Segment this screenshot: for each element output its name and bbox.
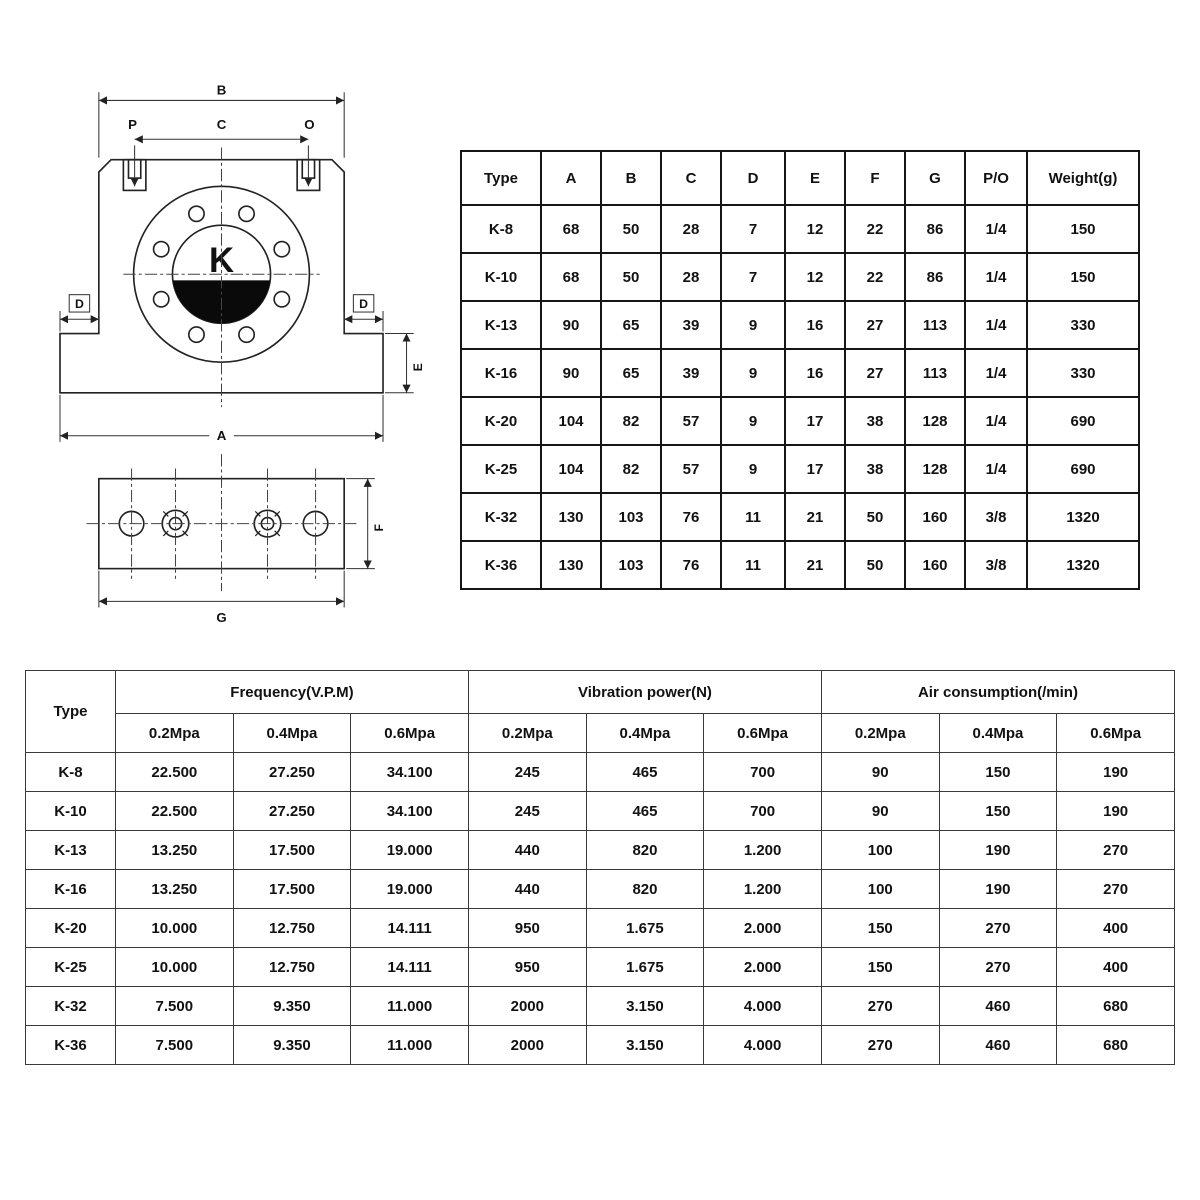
value-cell: 19.000 [351,870,469,909]
value-cell: 245 [468,753,586,792]
value-cell: 150 [939,792,1057,831]
value-cell: 90 [541,301,601,349]
value-cell: 150 [821,948,939,987]
performance-table-body [26,753,1175,1065]
col-header-g: G [905,151,965,205]
value-cell: 128 [905,445,965,493]
value-cell: 103 [601,493,661,541]
value-cell: 28 [661,205,721,253]
value-cell: 1.675 [586,948,704,987]
row-type-cell: K-10 [461,253,541,301]
value-cell: 76 [661,493,721,541]
group-header-frequency: Frequency(V.P.M) [116,671,469,714]
front-centerlines [123,147,319,407]
dim-D-left-label: D [74,296,84,311]
value-cell: 27 [845,349,905,397]
row-type-cell: K-20 [461,397,541,445]
table-row [26,870,1175,909]
value-cell: 2000 [468,1026,586,1065]
group-header-air-consumption: Air consumption(/min) [821,671,1174,714]
value-cell: 82 [601,397,661,445]
row-type-cell: K-8 [461,205,541,253]
sub-header-air-02: 0.2Mpa [821,714,939,753]
value-cell: 270 [939,948,1057,987]
value-cell: 190 [1057,792,1175,831]
value-cell: 1.200 [704,870,822,909]
dim-F-label: F [372,523,387,532]
sub-header-vib-06: 0.6Mpa [704,714,822,753]
value-cell: 10.000 [116,909,234,948]
value-cell: 460 [939,987,1057,1026]
sub-header-vib-02: 0.2Mpa [468,714,586,753]
value-cell: 82 [601,445,661,493]
value-cell: 9.350 [233,1026,351,1065]
sub-header-freq-02: 0.2Mpa [116,714,234,753]
value-cell: 17.500 [233,870,351,909]
value-cell: 11.000 [351,1026,469,1065]
dim-E [385,334,414,393]
value-cell: 3/8 [965,541,1027,589]
value-cell: 700 [704,753,822,792]
value-cell: 3.150 [586,1026,704,1065]
col-header-c: C [661,151,721,205]
value-cell: 190 [939,831,1057,870]
value-cell: 1/4 [965,301,1027,349]
side-centerlines [87,454,357,591]
dim-D-right-label: D [359,296,369,311]
value-cell: 150 [821,909,939,948]
value-cell: 50 [845,541,905,589]
value-cell: 330 [1027,301,1139,349]
dim-B-label: B [216,82,227,98]
value-cell: 27.250 [233,792,351,831]
value-cell: 17 [785,397,845,445]
value-cell: 21 [785,541,845,589]
table-row [26,909,1175,948]
value-cell: 9.350 [233,987,351,1026]
value-cell: 11 [721,541,785,589]
value-cell: 12 [785,205,845,253]
table-row [461,493,1139,541]
value-cell: 12 [785,253,845,301]
table-row [461,349,1139,397]
value-cell: 1.200 [704,831,822,870]
value-cell: 460 [939,1026,1057,1065]
value-cell: 12.750 [233,948,351,987]
value-cell: 1/4 [965,253,1027,301]
performance-sub-header-row [26,714,1175,753]
value-cell: 160 [905,493,965,541]
value-cell: 90 [821,792,939,831]
sub-header-freq-04: 0.4Mpa [233,714,351,753]
row-type-cell: K-25 [26,948,116,987]
value-cell: 76 [661,541,721,589]
hub-letter: K [208,242,235,281]
table-row [26,948,1175,987]
value-cell: 150 [1027,253,1139,301]
value-cell: 3/8 [965,493,1027,541]
row-type-cell: K-32 [26,987,116,1026]
col-header-a: A [541,151,601,205]
value-cell: 13.250 [116,870,234,909]
value-cell: 2000 [468,987,586,1026]
value-cell: 65 [601,301,661,349]
value-cell: 4.000 [704,1026,822,1065]
perf-col-header-type: Type [26,671,116,753]
value-cell: 190 [1057,753,1175,792]
value-cell: 7 [721,205,785,253]
value-cell: 34.100 [351,753,469,792]
value-cell: 950 [468,948,586,987]
value-cell: 400 [1057,909,1175,948]
value-cell: 38 [845,445,905,493]
value-cell: 1320 [1027,493,1139,541]
value-cell: 690 [1027,445,1139,493]
value-cell: 113 [905,301,965,349]
value-cell: 270 [1057,831,1175,870]
value-cell: 7.500 [116,1026,234,1065]
technical-drawing [28,80,460,637]
value-cell: 17.500 [233,831,351,870]
value-cell: 2.000 [704,948,822,987]
row-type-cell: K-36 [461,541,541,589]
value-cell: 270 [1057,870,1175,909]
value-cell: 68 [541,205,601,253]
value-cell: 86 [905,253,965,301]
value-cell: 22.500 [116,792,234,831]
value-cell: 50 [601,253,661,301]
table-row [461,205,1139,253]
table-row [461,445,1139,493]
value-cell: 130 [541,541,601,589]
value-cell: 150 [1027,205,1139,253]
value-cell: 11.000 [351,987,469,1026]
value-cell: 86 [905,205,965,253]
col-header-e: E [785,151,845,205]
value-cell: 400 [1057,948,1175,987]
value-cell: 245 [468,792,586,831]
col-header-d: D [721,151,785,205]
value-cell: 104 [541,397,601,445]
value-cell: 680 [1057,1026,1175,1065]
value-cell: 2.000 [704,909,822,948]
value-cell: 130 [541,493,601,541]
value-cell: 330 [1027,349,1139,397]
value-cell: 1/4 [965,205,1027,253]
row-type-cell: K-32 [461,493,541,541]
value-cell: 39 [661,349,721,397]
value-cell: 13.250 [116,831,234,870]
value-cell: 4.000 [704,987,822,1026]
value-cell: 128 [905,397,965,445]
value-cell: 820 [586,831,704,870]
dim-E-label: E [410,363,425,372]
value-cell: 160 [905,541,965,589]
table-row [461,541,1139,589]
value-cell: 28 [661,253,721,301]
value-cell: 19.000 [351,831,469,870]
row-type-cell: K-20 [26,909,116,948]
row-type-cell: K-13 [26,831,116,870]
col-header-f: F [845,151,905,205]
row-type-cell: K-10 [26,792,116,831]
value-cell: 11 [721,493,785,541]
row-type-cell: K-13 [461,301,541,349]
row-type-cell: K-16 [26,870,116,909]
value-cell: 113 [905,349,965,397]
value-cell: 440 [468,870,586,909]
performance-table [25,670,1175,1065]
table-row [26,1026,1175,1065]
dimensions-header-row [461,151,1139,205]
value-cell: 9 [721,349,785,397]
value-cell: 465 [586,753,704,792]
dimensions-table-body [461,205,1139,589]
dim-G-label: G [216,609,227,625]
performance-group-header-row [26,671,1175,714]
value-cell: 27.250 [233,753,351,792]
table-row [26,753,1175,792]
dim-O-label: O [304,117,315,133]
value-cell: 16 [785,301,845,349]
value-cell: 440 [468,831,586,870]
col-header-weight: Weight(g) [1027,151,1139,205]
value-cell: 1/4 [965,445,1027,493]
value-cell: 100 [821,870,939,909]
row-type-cell: K-36 [26,1026,116,1065]
value-cell: 14.111 [351,909,469,948]
col-header-po: P/O [965,151,1027,205]
dim-A-label: A [216,427,227,443]
value-cell: 9 [721,445,785,493]
value-cell: 50 [845,493,905,541]
value-cell: 50 [601,205,661,253]
value-cell: 7 [721,253,785,301]
value-cell: 950 [468,909,586,948]
value-cell: 690 [1027,397,1139,445]
value-cell: 104 [541,445,601,493]
value-cell: 3.150 [586,987,704,1026]
dimensions-table [460,150,1140,590]
value-cell: 22 [845,205,905,253]
group-header-vibration-power: Vibration power(N) [468,671,821,714]
value-cell: 1320 [1027,541,1139,589]
sub-header-air-04: 0.4Mpa [939,714,1057,753]
value-cell: 16 [785,349,845,397]
value-cell: 12.750 [233,909,351,948]
table-row [26,831,1175,870]
value-cell: 22.500 [116,753,234,792]
value-cell: 1/4 [965,397,1027,445]
value-cell: 1/4 [965,349,1027,397]
value-cell: 17 [785,445,845,493]
value-cell: 21 [785,493,845,541]
value-cell: 57 [661,397,721,445]
value-cell: 7.500 [116,987,234,1026]
value-cell: 14.111 [351,948,469,987]
value-cell: 270 [939,909,1057,948]
value-cell: 820 [586,870,704,909]
value-cell: 270 [821,987,939,1026]
value-cell: 100 [821,831,939,870]
value-cell: 9 [721,301,785,349]
sub-header-freq-06: 0.6Mpa [351,714,469,753]
value-cell: 39 [661,301,721,349]
value-cell: 68 [541,253,601,301]
row-type-cell: K-25 [461,445,541,493]
value-cell: 22 [845,253,905,301]
dim-P-label: P [128,117,138,133]
col-header-b: B [601,151,661,205]
value-cell: 57 [661,445,721,493]
table-row [461,253,1139,301]
value-cell: 9 [721,397,785,445]
value-cell: 38 [845,397,905,445]
value-cell: 150 [939,753,1057,792]
value-cell: 27 [845,301,905,349]
table-row [461,301,1139,349]
row-type-cell: K-8 [26,753,116,792]
value-cell: 34.100 [351,792,469,831]
sub-header-vib-04: 0.4Mpa [586,714,704,753]
value-cell: 65 [601,349,661,397]
value-cell: 10.000 [116,948,234,987]
value-cell: 700 [704,792,822,831]
dim-C-label: C [216,117,227,133]
col-header-type: Type [461,151,541,205]
value-cell: 90 [821,753,939,792]
value-cell: 270 [821,1026,939,1065]
value-cell: 90 [541,349,601,397]
sub-header-air-06: 0.6Mpa [1057,714,1175,753]
table-row [26,987,1175,1026]
value-cell: 103 [601,541,661,589]
table-row [26,792,1175,831]
value-cell: 1.675 [586,909,704,948]
row-type-cell: K-16 [461,349,541,397]
vibrator-dimension-drawing [28,80,460,632]
table-row [461,397,1139,445]
value-cell: 680 [1057,987,1175,1026]
value-cell: 190 [939,870,1057,909]
value-cell: 465 [586,792,704,831]
